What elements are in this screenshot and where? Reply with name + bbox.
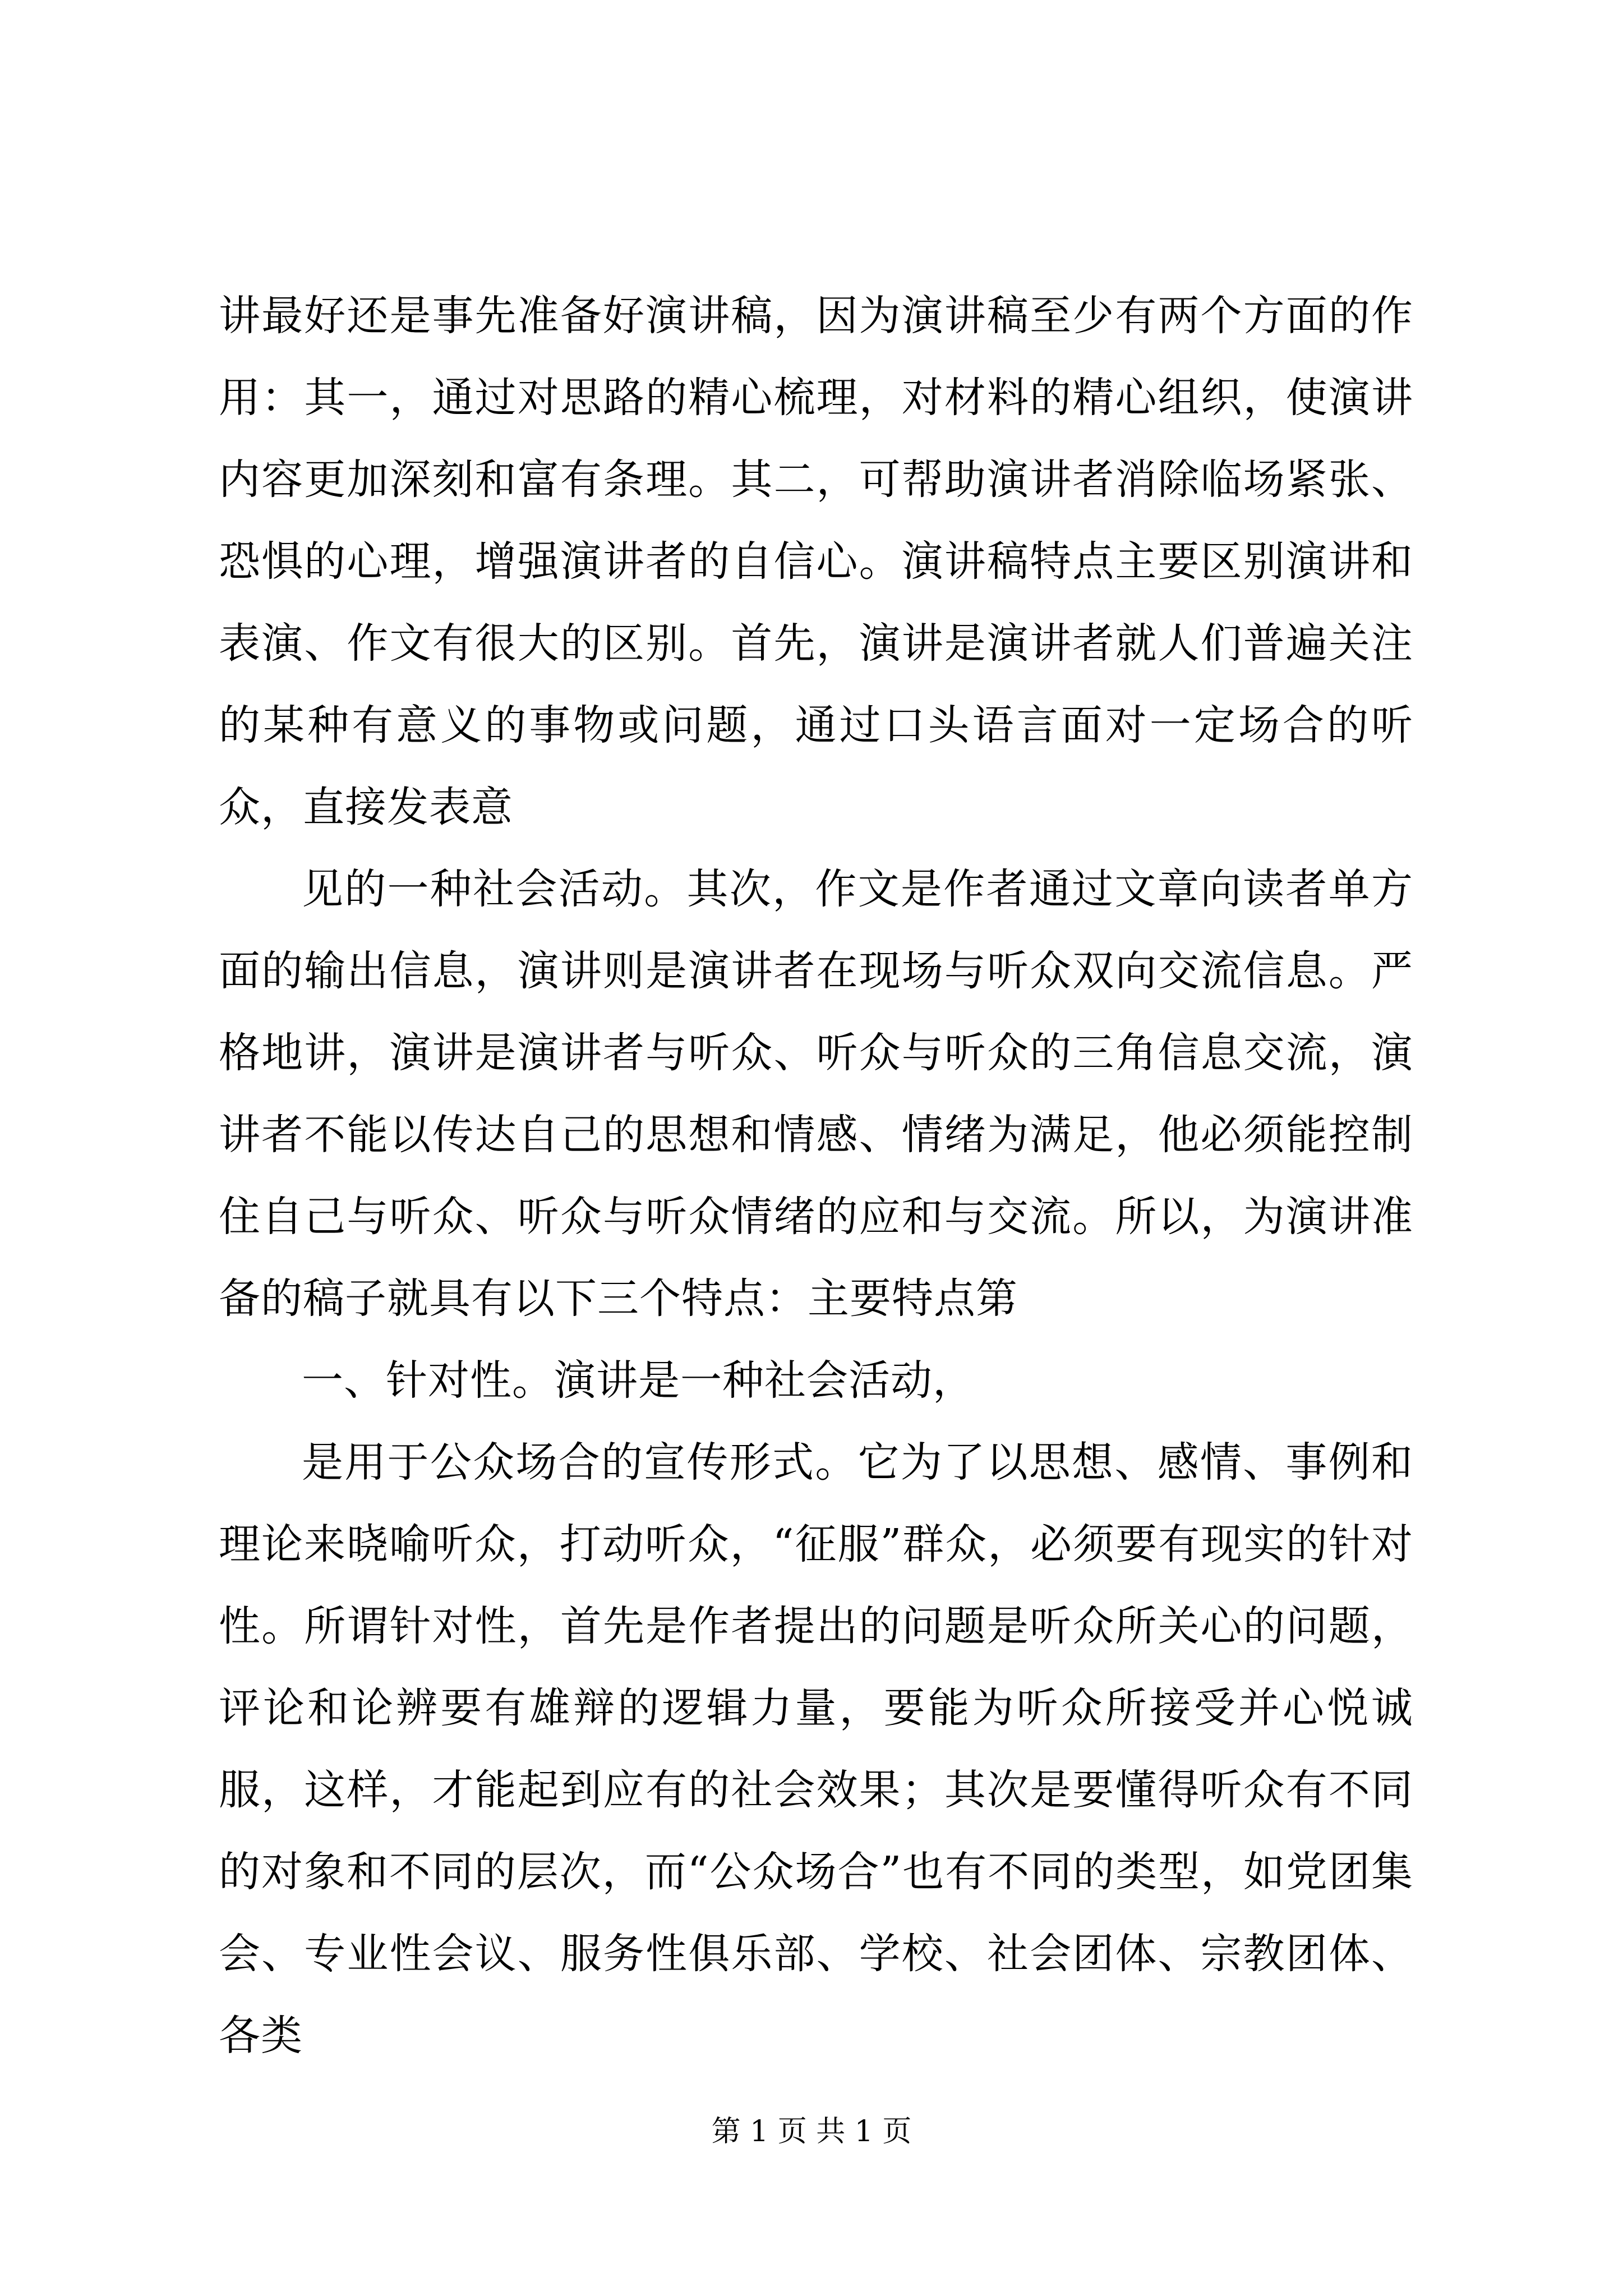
- page-footer: 第 1 页 共 1 页: [711, 2115, 912, 2148]
- paragraph-3: 一、针对性。演讲是一种社会活动，: [302, 1356, 975, 1405]
- paragraph-2: 见的一种社会活动。其次，作文是作者通过文章向读者单方面的输出信息，演讲则是演讲者在现场与听众双向交流信息。严格地讲，演讲是演讲者与听众、听众与听众的三角信息交流，演讲者不能以传达自己的思想和情感、情绪为满足，他必须能控制住自己与听众、听众与听众情绪的应和与交流。所以，为演讲准备的稿子就具有以下三个特点：主要特点第: [219, 865, 1413, 1323]
- document-body: [219, 275, 1413, 2077]
- paragraph-4: 是用于公众场合的宣传形式。它为了以思想、感情、事例和理论来晓喻听众，打动听众，“征服”群众，必须要有现实的针对性。所谓针对性，首先是作者提出的问题是听众所关心的问题，评论和论辨要有雄辩的逻辑力量，要能为听众所接受并心悦诚服，这样，才能起到应有的社会效果；其次是要懂得听众有不同的对象和不同的层次，而“公众场合”也有不同的类型，如党团集会、专业性会议、服务性俱乐部、学校、社会团体、宗教团体、各类: [219, 1438, 1413, 2060]
- paragraph-1: 讲最好还是事先准备好演讲稿，因为演讲稿至少有两个方面的作用：其一，通过对思路的精心梳理，对材料的精心组织，使演讲内容更加深刻和富有条理。其二，可帮助演讲者消除临场紧张、恐惧的心理，增强演讲者的自信心。演讲稿特点主要区别演讲和表演、作文有很大的区别。首先，演讲是演讲者就人们普遍关注的某种有意义的事物或问题，通过口头语言面对一定场合的听众，直接发表意: [219, 292, 1413, 831]
